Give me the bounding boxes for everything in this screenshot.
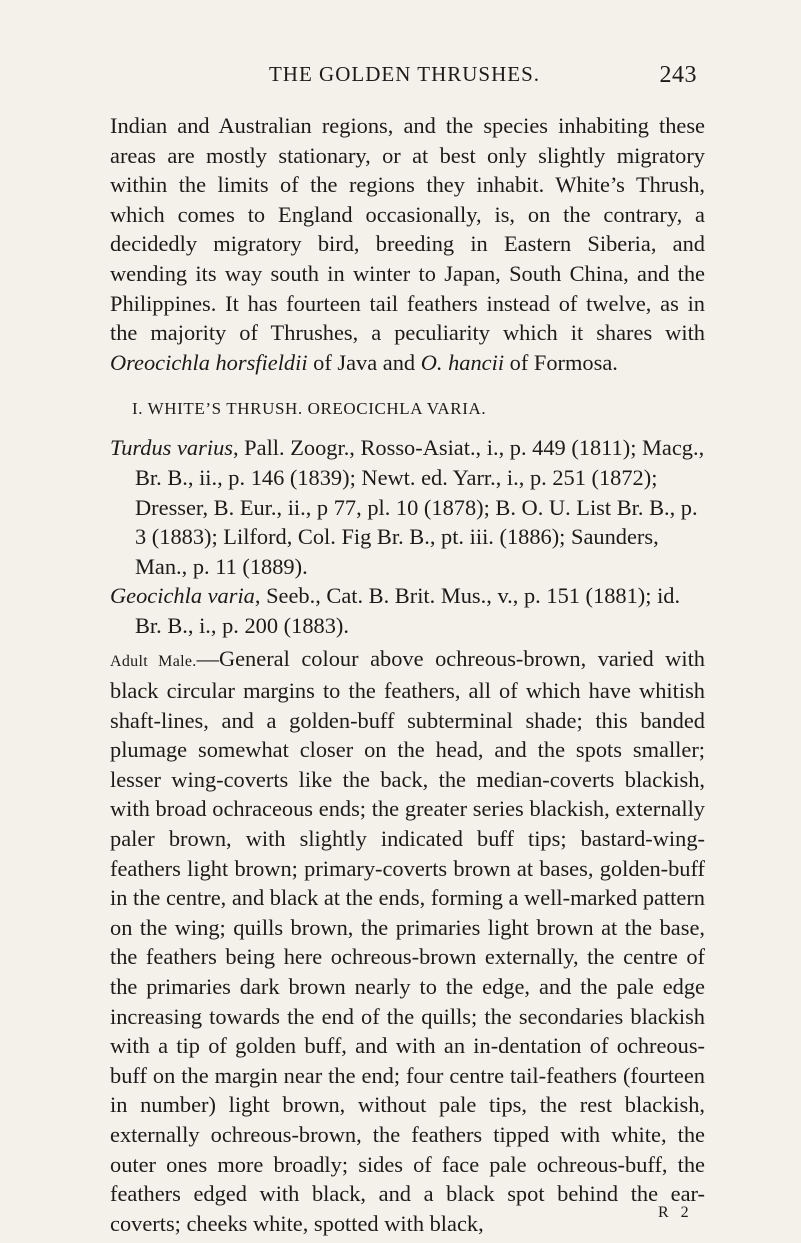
species-name: Oreocichla horsfieldii (110, 349, 308, 375)
intro-text-2: of Java and (307, 349, 421, 375)
intro-text-1: Indian and Australian regions, and the species inhabiting these areas are mostly stationary, or at best only slightly migratory within the limits of the regions they inhabit. White’s Thrush, which comes to England occasionally, is, on the contrary, a decidedly migratory bird, breeding in Eastern Siberia, and wending its way south in winter to Japan, South China, and the Philippines. It has fourteen tail feathers instead of twelve, as in the majority of Thrushes, a peculiarity which it shares with (110, 113, 705, 346)
description-text: —General colour above ochreous-brown, varied with black circular margins to the feathers, all of which have whitish shaft-lines, and a golden-buff subterminal shade; this banded plumage somewhat closer on the head, and the spots smaller; lesser wing-coverts like the back, the median-coverts blackish, with broad ochraceous ends; the greater series blackish, externally paler brown, with slightly indicated buff tips; bastard-wing-feathers light brown; primary-coverts brown at bases, golden-buff in the centre, and black at the ends, forming a well-marked pattern on the wing; quills brown, the primaries light brown at the base, the feathers being here ochreous-brown externally, the centre of the primaries dark brown nearly to the edge, and the pale edge increasing towards the end of the quills; the secondaries blackish with a tip of golden buff, and with an in-dentation of ochreous-buff on the margin near the end; four centre tail-feathers (fourteen in number) light brown, without pale tips, the rest blackish, externally ochreous-brown, the feathers tipped with white, the outer ones more broadly; sides of face pale ochreous-buff, the feathers edged with black, and a black spot behind the ear-coverts; cheeks white, spotted with black, (110, 645, 705, 1236)
description-label: Adult Male. (110, 652, 197, 670)
signature-mark: R 2 (658, 1204, 693, 1221)
intro-text-3: of Formosa. (504, 349, 618, 375)
synonym-name: Geocichla varia (110, 583, 255, 609)
synonymy-entry (110, 581, 705, 640)
synonym-name: Turdus varius (110, 435, 233, 461)
running-title: THE GOLDEN THRUSHES. (268, 62, 541, 86)
synonymy-entry (110, 433, 705, 581)
body-text (110, 111, 705, 1238)
page-number: 243 (659, 62, 697, 88)
section-heading: I. WHITE’S THRUSH. OREOCICHLA VARIA. (132, 399, 487, 419)
running-head (112, 62, 697, 92)
description-paragraph (110, 644, 705, 1239)
synonym-citation: , Seeb., Cat. B. Brit. Mus., v., p. 151 (1881); id. Br. B., i., p. 200 (1883). (135, 583, 681, 638)
synonym-citation: , Pall. Zoogr., Rosso-Asiat., i., p. 449 (1811); Macg., Br. B., ii., p. 146 (1839); Newt. ed. Yarr., i., p. 251 (1872); Dresser, B. Eur., ii., p 77, pl. 10 (1878); B. O. U. List Br. B., p. 3 (1883); Lilford, Col. Fig Br. B., pt. iii. (1886); Saunders, Man., p. 11 (1889). (135, 435, 705, 579)
species-name: O. hancii (420, 349, 505, 375)
intro-paragraph (110, 111, 705, 377)
